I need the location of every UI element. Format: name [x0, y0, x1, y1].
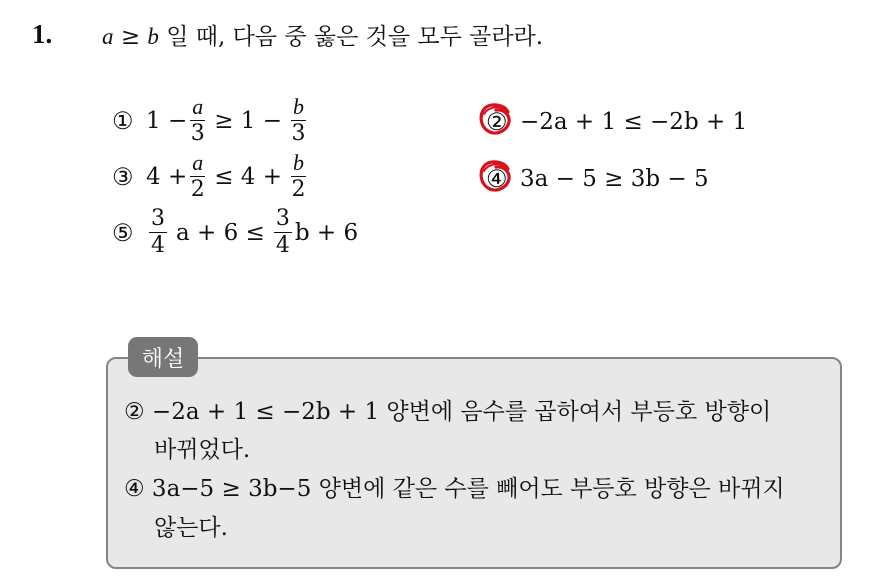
- fraction-numerator: 3: [151, 206, 165, 231]
- solution-line-1: ② −2a + 1 ≤ −2b + 1 양변에 음수를 곱하여서 부등호 방향이: [124, 399, 772, 425]
- choice-5[interactable]: [112, 208, 358, 257]
- fraction-denominator: 4: [151, 233, 165, 258]
- choice-1-fraction-left: [190, 96, 205, 145]
- choice-5-middle: a + 6 ≤: [176, 219, 265, 246]
- choice-1-marker: ①: [112, 106, 134, 135]
- fraction-denominator: 2: [190, 177, 205, 202]
- fraction-numerator: a: [192, 94, 204, 119]
- var-a: a: [102, 23, 114, 49]
- question-stem: [102, 18, 543, 51]
- solution-tag: 해설: [128, 337, 198, 377]
- choice-4[interactable]: [486, 161, 709, 197]
- question-number: 1.: [32, 18, 53, 49]
- fraction-numerator: 3: [275, 206, 290, 231]
- choice-5-marker: ⑤: [112, 218, 134, 247]
- fraction-denominator: 3: [190, 121, 205, 146]
- choice-1-lead: 1 −: [146, 107, 188, 134]
- choice-4-marker: ④: [486, 165, 508, 193]
- choice-3-marker: ③: [112, 162, 134, 191]
- solution-line-3: ④ 3a−5 ≥ 3b−5 양변에 같은 수를 빼어도 부등호 방향은 바뀌지: [124, 476, 785, 502]
- red-circle-mark-choice-4: [477, 158, 513, 194]
- var-b: b: [147, 23, 159, 49]
- choice-2[interactable]: [486, 104, 747, 140]
- fraction-numerator: b: [293, 150, 305, 175]
- choice-5-fraction-left: [149, 208, 167, 257]
- choice-2-expression: −2a + 1 ≤ −2b + 1: [520, 109, 748, 135]
- choice-3-fraction-right: [291, 152, 306, 201]
- relation-symbol: ≥: [120, 23, 141, 50]
- choice-3[interactable]: [112, 152, 309, 201]
- fraction-denominator: 2: [291, 177, 306, 202]
- choice-1-middle: ≥ 1 −: [214, 107, 283, 134]
- choice-2-marker: ②: [486, 108, 508, 136]
- fraction-denominator: 3: [291, 121, 306, 146]
- fraction-denominator: 4: [275, 233, 290, 258]
- choice-4-expression: 3a − 5 ≥ 3b − 5: [520, 166, 709, 192]
- stem-text: 일 때, 다음 중 옳은 것을 모두 골라라.: [166, 23, 544, 50]
- choice-1-fraction-right: [291, 96, 306, 145]
- question-header: [32, 14, 543, 54]
- choice-5-fraction-right: [274, 208, 292, 257]
- red-circle-mark-choice-2: [477, 101, 513, 137]
- solution-line-2: 바뀌었다.: [154, 437, 251, 463]
- choice-1[interactable]: [112, 96, 309, 145]
- choice-3-middle: ≤ 4 +: [214, 163, 283, 190]
- choice-3-lead: 4 +: [146, 163, 188, 190]
- solution-line-4: 않는다.: [154, 515, 228, 541]
- fraction-numerator: a: [192, 150, 204, 175]
- choice-5-tail: b + 6: [294, 219, 359, 246]
- fraction-numerator: b: [293, 94, 305, 119]
- choice-3-fraction-left: [190, 152, 205, 201]
